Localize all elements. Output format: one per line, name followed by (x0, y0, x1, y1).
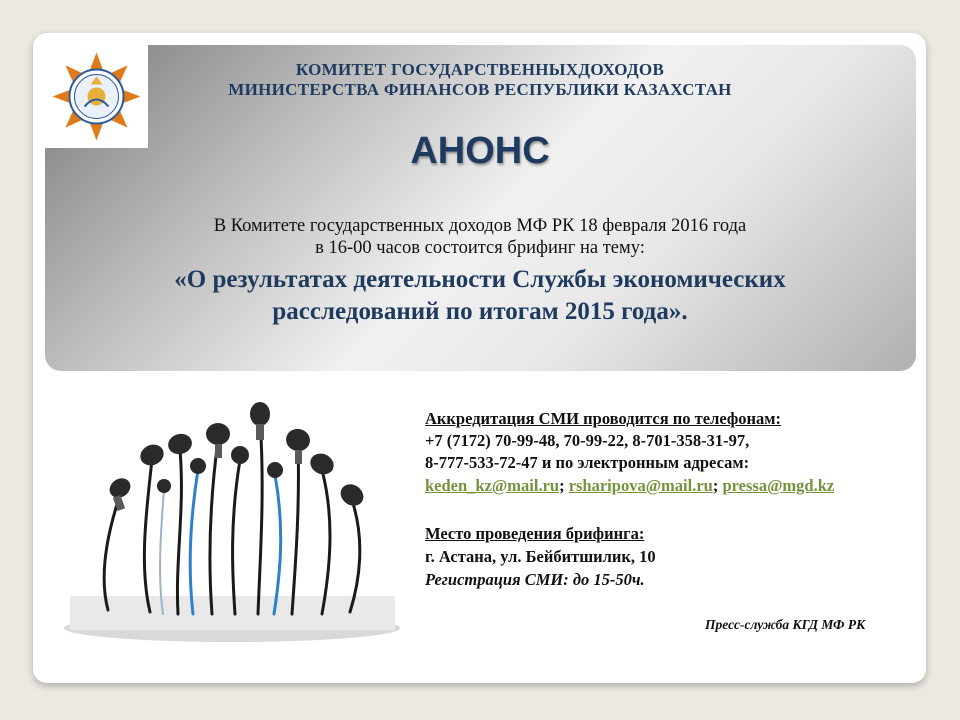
microphones-image (60, 400, 405, 650)
venue-heading: Место проведения брифинга: (425, 524, 645, 543)
briefing-topic-line2: расследований по итогам 2015 года». (272, 298, 688, 325)
announcement-line1: В Комитете государственных доходов МФ РК 18 февраля 2016 года (213, 216, 747, 236)
venue-address: г. Астана, ул. Бейбитшилик, 10 (425, 547, 656, 566)
announcement-line2: в 16-00 часов состоится брифинг на тему: (315, 238, 645, 258)
briefing-topic-line1: «О результатах деятельности Службы экономических (174, 266, 786, 293)
org-name-line2: МИНИСТЕРСТВА ФИНАНСОВ РЕСПУБЛИКИ КАЗАХСТАН (228, 80, 732, 99)
email-link-keden[interactable]: keden_kz@mail.ru (425, 476, 560, 495)
email-separator: ; (559, 476, 569, 495)
email-links (425, 476, 834, 496)
phones-line1: +7 (7172) 70-99-48, 70-99-22, 8-701-358-31-97, (425, 431, 750, 450)
emblem-icon (45, 45, 148, 148)
org-name-line1: КОМИТЕТ ГОСУДАРСТВЕННЫХДОХОДОВ (295, 60, 665, 79)
phones-line2: 8-777-533-72-47 и по электронным адресам: (425, 453, 750, 472)
email-link-rsharipova[interactable]: rsharipova@mail.ru (568, 476, 713, 495)
registration-deadline: Регистрация СМИ: до 15-50ч. (425, 570, 645, 589)
press-service-signature: Пресс-служба КГД МФ РК (705, 617, 866, 632)
email-separator: ; (712, 476, 723, 495)
accreditation-heading: Аккредитация СМИ проводится по телефонам: (425, 409, 782, 428)
committee-logo (45, 45, 148, 148)
email-link-pressa[interactable]: pressa@mgd.kz (722, 476, 835, 495)
page-title: АНОНС (410, 130, 550, 172)
